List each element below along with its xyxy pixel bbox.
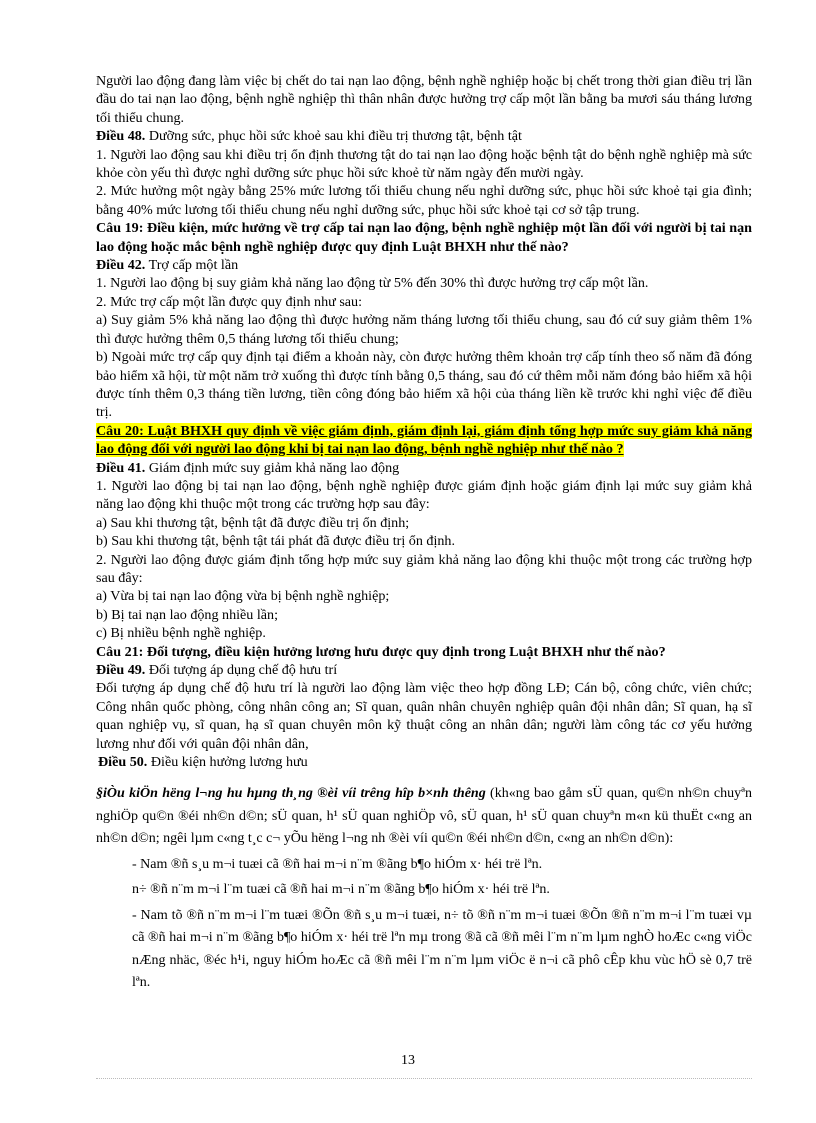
body-paragraph: 1. Người lao động bị suy giảm khả năng lao động từ 5% đến 30% thì được hưởng trợ cấp một lần. <box>96 275 649 292</box>
article-label: Điều 49. <box>96 662 146 678</box>
body-paragraph: 2. Mức trợ cấp một lần được quy định như sau: <box>96 293 363 310</box>
body-paragraph: Đối tượng áp dụng chế độ hưu trí là người lao động làm việc theo hợp đồng LĐ; Cán bộ, công chức, viên chức; Công nhân quốc phòng, công nhân công an; Sĩ quan, quân nhân chuyên nghiệp quân đội nhân dân; Sĩ quan, hạ sĩ quan nghiệp vụ, sĩ quan, hạ sĩ quan chuyên môn kỹ thuật công an nhân dân; người làm công tác cơ yếu hưởng lương như đối với quân đội nhân dân, <box>96 680 752 752</box>
pension-condition-heading: §iÒu kiÖn hëng l¬ng hu hµng th¸ng ®èi víi trêng hîp b×nh thêng <box>96 786 486 802</box>
article-label: Điều 41. <box>96 459 146 476</box>
legacy-font-section <box>96 783 752 995</box>
article-label: Điều 48. <box>96 128 146 145</box>
article-heading <box>96 753 752 771</box>
article-heading <box>96 256 752 274</box>
article-heading <box>96 459 752 477</box>
page-footer-divider <box>96 1078 752 1079</box>
body-paragraph: a) Suy giảm 5% khả năng lao động thì được hưởng năm tháng lương tối thiểu chung, sau đó cứ suy giảm thêm 1% thì được hưởng thêm 0,5 tháng lương tối thiểu chung; <box>96 312 752 347</box>
article-label: Điều 42. <box>96 257 146 274</box>
pension-condition-scope: (kh«ng bao gåm sÜ quan, qu©n nh©n chuyªn nghiÖp qu©n ®éi nh©n d©n; sÜ quan, h¹ sÜ quan nghiÖp vô, sÜ quan, h¹ sÜ quan chuyªn m«n kü thuËt c«ng an nh©n d©n; ngêi lµm c«ng t¸c c¬ yÕu hëng l¬ng nh ®èi víi qu©n ®éi nh©n d©n, c«ng an nh©n d©n): <box>96 786 752 847</box>
body-paragraph: 2. Mức hưởng một ngày bằng 25% mức lương tối thiểu chung nếu nghỉ dưỡng sức, phục hồi sức khoẻ tại gia đình; bằng 40% mức lương tối thiểu chung nếu nghỉ dưỡng sức, phục hồi sức khoẻ tại cơ sở tập trung. <box>96 183 752 218</box>
body-paragraph: 1. Người lao động bị tai nạn lao động, bệnh nghề nghiệp được giám định hoặc giám định lại mức suy giảm khả năng lao động khi thuộc một trong các trường hợp sau đây: <box>96 477 752 513</box>
condition-female: n÷ ®ñ n¨m m¬i l¨m tuæi cã ®ñ hai m¬i n¨m ®ãng b¶o hiÓm x· héi trë lªn. <box>132 882 550 898</box>
article-title: Điều kiện hưởng lương hưu <box>147 754 308 771</box>
pension-condition-lead <box>96 783 752 851</box>
article-title: Đối tượng áp dụng chế độ hưu trí <box>145 662 338 678</box>
condition-male: - Nam ®ñ s¸u m¬i tuæi cã ®ñ hai m¬i n¨m ®ãng b¶o hiÓm x· héi trë lªn. <box>132 856 543 872</box>
body-paragraph: 1. Người lao động sau khi điều trị ổn định thương tật do tai nạn lao động hoặc bệnh tật do bệnh nghề nghiệp mà sức khỏe còn yếu thì được nghỉ dưỡng sức phục hồi sức khoẻ từ năm ngày đến mười ngày. <box>96 146 752 182</box>
highlighted-question-text: Câu 20: Luật BHXH quy định về việc giám định, giám định lại, giám định tổng hợp mức suy giảm khả năng lao động đối với người lao động khi bị tai nạn lao động, bệnh nghề nghiệp như thế nào ? <box>96 422 752 458</box>
article-label: Điều 50. <box>98 754 148 771</box>
condition-hazardous-work: - Nam tõ ®ñ n¨m m¬i l¨m tuæi ®Õn ®ñ s¸u m¬i tuæi, n÷ tõ ®ñ n¨m m¬i tuæi ®Õn ®ñ n¨m m¬i l¨m tuæi vµ cã ®ñ hai m¬i n¨m ®ãng b¶o hiÓm x· héi trë lªn mµ trong ®ã cã ®ñ mêi l¨m n¨m lµm nghÒ hoÆc c«ng viÖc nÆng nhäc, ®éc h¹i, nguy hiÓm hoÆc cã ®ñ mêi l¨m n¨m lµm viÖc ë n¬i cã phô cÊp khu vùc hÖ sè 0,7 trë lªn. <box>132 907 752 991</box>
body-paragraph: Người lao động đang làm việc bị chết do tai nạn lao động, bệnh nghề nghiệp hoặc bị chết trong thời gian điều trị lần đầu do tai nạn lao động, bệnh nghề nghiệp thì thân nhân được hưởng trợ cấp một lần bằng ba mươi sáu tháng lương tối thiểu chung. <box>96 73 752 126</box>
article-title: Trợ cấp một lần <box>145 257 239 274</box>
body-paragraph: c) Bị nhiều bệnh nghề nghiệp. <box>96 625 266 642</box>
article-heading <box>96 127 752 145</box>
question-heading: Câu 21: Đối tượng, điều kiện hưởng lương hưu được quy định trong Luật BHXH như thế nào? <box>96 643 666 660</box>
article-heading <box>96 661 752 679</box>
document-page <box>96 72 752 998</box>
highlighted-question <box>96 422 752 459</box>
document-body <box>96 72 752 771</box>
body-paragraph: b) Ngoài mức trợ cấp quy định tại điểm a khoản này, còn được hưởng thêm khoản trợ cấp tính theo số năm đã đóng bảo hiểm xã hội, từ một năm trở xuống thì được tính bằng 0,5 tháng, sau đó cứ thêm mỗi năm đóng bảo hiểm xã hội được tính thêm 0,3 tháng tiền lương, tiền công đóng bảo hiểm xã hội của tháng liền kề trước khi nghỉ việc để điều trị. <box>96 349 752 421</box>
article-title: Dưỡng sức, phục hồi sức khoẻ sau khi điều trị thương tật, bệnh tật <box>145 128 522 145</box>
body-paragraph: b) Sau khi thương tật, bệnh tật tái phát đã được điều trị ổn định. <box>96 533 455 550</box>
page-number: 13 <box>401 1053 415 1068</box>
body-paragraph: 2. Người lao động được giám định tổng hợp mức suy giảm khả năng lao động khi thuộc một trong các trường hợp sau đây: <box>96 551 752 586</box>
body-paragraph: a) Sau khi thương tật, bệnh tật đã được điều trị ổn định; <box>96 514 410 531</box>
body-paragraph: b) Bị tai nạn lao động nhiều lần; <box>96 606 279 623</box>
question-heading: Câu 19: Điều kiện, mức hưởng về trợ cấp tai nạn lao động, bệnh nghề nghiệp một lần đối với người bị tai nạn lao động hoặc mắc bệnh nghề nghiệp được quy định Luật BHXH như thế nào? <box>96 220 752 255</box>
body-paragraph: a) Vừa bị tai nạn lao động vừa bị bệnh nghề nghiệp; <box>96 588 390 605</box>
article-title: Giám định mức suy giảm khả năng lao động <box>145 459 400 476</box>
